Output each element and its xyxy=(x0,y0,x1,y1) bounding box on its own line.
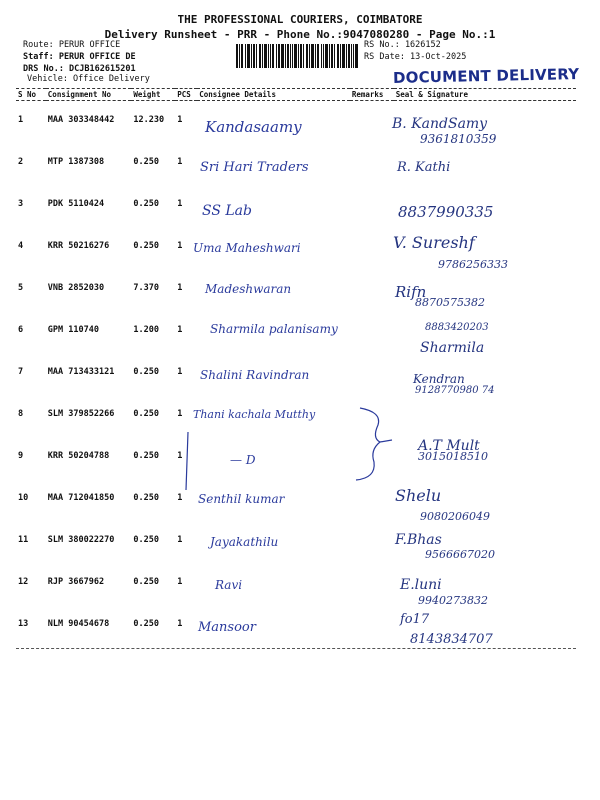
handwritten-consignee: Madeshwaran xyxy=(205,282,292,296)
row-pcs: 1 xyxy=(177,283,183,293)
row-consignment-no: SLM 379852266 xyxy=(47,409,115,419)
handwritten-phone: 8883420203 xyxy=(425,322,489,333)
row-pcs: 1 xyxy=(177,451,183,461)
handwritten-signature: Rifn xyxy=(395,283,427,301)
row-sno: 13 xyxy=(18,619,29,629)
row-remarks-cell xyxy=(350,269,394,311)
handwritten-signature: A.T Mult xyxy=(418,438,480,454)
document-delivery-stamp: DOCUMENT DELIVERY xyxy=(392,65,580,87)
company-title: THE PROFESSIONAL COURIERS, COIMBATORE xyxy=(177,13,423,26)
col-header-consignment: Consignment No xyxy=(46,89,132,101)
row-consignment-no: MTP 1387308 xyxy=(47,157,105,167)
col-header-weight: Weight xyxy=(131,89,175,101)
row-remarks-cell xyxy=(350,353,394,395)
row-pcs: 1 xyxy=(177,535,183,545)
handwritten-phone: 9080206049 xyxy=(420,510,490,523)
row-remarks-cell xyxy=(350,437,394,479)
handwritten-phone: 9566667020 xyxy=(425,548,495,561)
rs-date: RS Date: 13-Oct-2025 xyxy=(364,52,467,62)
row-sno: 3 xyxy=(18,199,24,209)
handwritten-consignee: Ravi xyxy=(215,578,243,592)
handwritten-consignee: Sri Hari Traders xyxy=(200,160,309,175)
col-header-sno: S No xyxy=(16,89,46,101)
handwritten-consignee: Shalini Ravindran xyxy=(200,368,310,382)
row-weight: 12.230 xyxy=(133,115,165,125)
row-pcs: 1 xyxy=(177,157,183,167)
row-remarks-cell xyxy=(350,185,394,227)
drs-number: DRS No.: DCJB162615201 xyxy=(23,64,136,74)
handwritten-signature: F.Bhas xyxy=(395,532,442,548)
row-pcs: 1 xyxy=(177,577,183,587)
table-header-row xyxy=(16,89,576,101)
table-row xyxy=(16,479,576,521)
handwritten-signature: fo17 xyxy=(400,612,430,627)
row-pcs: 1 xyxy=(177,241,183,251)
row-pcs: 1 xyxy=(177,325,183,335)
row-signature-cell xyxy=(394,395,576,437)
row-remarks-cell xyxy=(350,227,394,269)
handwritten-consignee: Kandasaamy xyxy=(205,118,302,136)
row-sno: 1 xyxy=(18,115,24,125)
handwritten-signature: Shelu xyxy=(395,486,442,505)
row-sno: 9 xyxy=(18,451,24,461)
handwritten-consignee: Mansoor xyxy=(198,620,256,635)
table-bottom-divider xyxy=(16,648,576,649)
row-remarks-cell xyxy=(350,143,394,185)
table-row xyxy=(16,269,576,311)
handwritten-phone: 8143834707 xyxy=(410,632,493,647)
row-weight: 0.250 xyxy=(133,367,159,377)
table-row xyxy=(16,563,576,605)
handwritten-phone: 9128770980 74 xyxy=(415,385,495,396)
row-sno: 2 xyxy=(18,157,24,167)
col-header-consignee: Consignee Details xyxy=(197,89,350,101)
row-weight: 7.370 xyxy=(133,283,159,293)
table-row xyxy=(16,437,576,479)
row-sno: 5 xyxy=(18,283,24,293)
row-pcs: 1 xyxy=(177,409,183,419)
route-label: Route: PERUR OFFICE xyxy=(23,40,121,50)
row-sno: 7 xyxy=(18,367,24,377)
runsheet-subtitle: Delivery Runsheet - PRR - Phone No.:9047080280 - Page No.:1 xyxy=(104,28,496,41)
row-consignment-no: MAA 712041850 xyxy=(47,493,115,503)
row-weight: 0.250 xyxy=(133,577,159,587)
handwritten-signature: Kendran xyxy=(413,372,465,386)
handwritten-consignee: SS Lab xyxy=(202,203,252,219)
row-pcs: 1 xyxy=(177,115,183,125)
handwritten-phone: 9940273832 xyxy=(418,594,488,607)
row-sno: 6 xyxy=(18,325,24,335)
row-pcs: 1 xyxy=(177,619,183,629)
row-consignment-no: RJP 3667962 xyxy=(47,577,105,587)
row-weight: 0.250 xyxy=(133,451,159,461)
handwritten-signature: B. KandSamy xyxy=(392,116,488,132)
col-header-remarks: Remarks xyxy=(350,89,394,101)
row-consignee-cell xyxy=(197,437,350,479)
row-sno: 12 xyxy=(18,577,29,587)
row-consignment-no: MAA 713433121 xyxy=(47,367,115,377)
row-sno: 10 xyxy=(18,493,29,503)
row-consignment-no: KRR 50204788 xyxy=(47,451,110,461)
row-remarks-cell xyxy=(350,605,394,647)
handwritten-phone: 9786256333 xyxy=(438,258,508,271)
row-remarks-cell xyxy=(350,479,394,521)
staff-label: Staff: PERUR OFFICE DE xyxy=(23,52,136,62)
row-remarks-cell xyxy=(350,101,394,144)
handwritten-phone: 8870575382 xyxy=(415,296,485,309)
row-consignment-no: PDK 5110424 xyxy=(47,199,105,209)
handwritten-phone: 3015018510 xyxy=(418,450,488,463)
vehicle-label: Vehicle: Office Delivery xyxy=(27,74,150,84)
row-weight: 1.200 xyxy=(133,325,159,335)
handwritten-signature: Sharmila xyxy=(420,340,485,356)
rs-number: RS No.: 1626152 xyxy=(364,40,441,50)
row-consignment-no: NLM 90454678 xyxy=(47,619,110,629)
row-consignment-no: GPM 110740 xyxy=(47,325,99,335)
row-consignment-no: KRR 50216276 xyxy=(47,241,110,251)
row-pcs: 1 xyxy=(177,367,183,377)
row-sno: 8 xyxy=(18,409,24,419)
handwritten-phone: 8837990335 xyxy=(398,203,494,221)
row-remarks-cell xyxy=(350,563,394,605)
row-weight: 0.250 xyxy=(133,199,159,209)
handwritten-consignee: Jayakathilu xyxy=(210,535,279,549)
handwritten-phone: 9361810359 xyxy=(420,132,497,146)
handwritten-signature: V. Sureshf xyxy=(393,233,475,252)
handwritten-consignee: Senthil kumar xyxy=(198,492,285,506)
barcode-image xyxy=(236,44,358,68)
row-weight: 0.250 xyxy=(133,241,159,251)
row-weight: 0.250 xyxy=(133,535,159,545)
row-consignment-no: SLM 380022270 xyxy=(47,535,115,545)
row-sno: 11 xyxy=(18,535,29,545)
col-header-signature: Seal & Signature xyxy=(394,89,576,101)
handwritten-signature: R. Kathi xyxy=(397,160,451,175)
handwritten-signature: E.luni xyxy=(400,577,442,593)
row-consignment-no: MAA 303348442 xyxy=(47,115,115,125)
row-pcs: 1 xyxy=(177,199,183,209)
handwritten-consignee: Thani kachala Mutthy xyxy=(193,408,316,421)
handwritten-consignee: — D xyxy=(230,453,256,467)
row-weight: 0.250 xyxy=(133,157,159,167)
col-header-pcs: PCS xyxy=(175,89,197,101)
handwritten-consignee: Uma Maheshwari xyxy=(193,241,301,255)
row-sno: 4 xyxy=(18,241,24,251)
row-weight: 0.250 xyxy=(133,493,159,503)
row-remarks-cell xyxy=(350,521,394,563)
row-remarks-cell xyxy=(350,311,394,353)
row-weight: 0.250 xyxy=(133,619,159,629)
handwritten-consignee: Sharmila palanisamy xyxy=(210,322,338,336)
row-weight: 0.250 xyxy=(133,409,159,419)
row-pcs: 1 xyxy=(177,493,183,503)
row-consignment-no: VNB 2852030 xyxy=(47,283,105,293)
row-remarks-cell xyxy=(350,395,394,437)
